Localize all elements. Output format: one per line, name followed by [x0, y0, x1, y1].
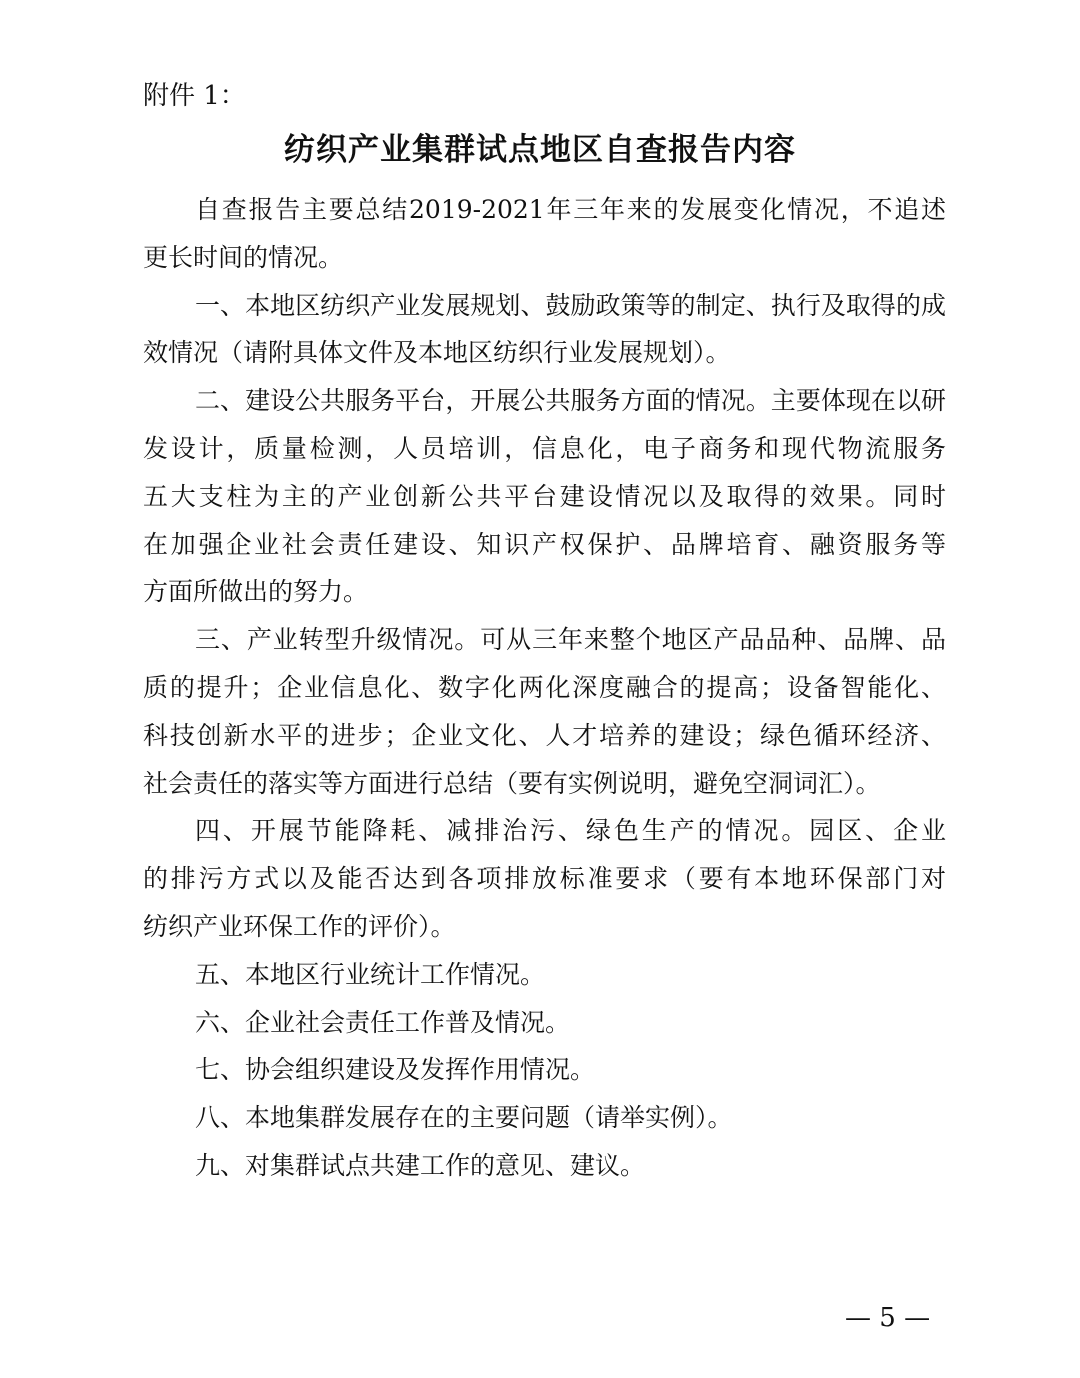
paragraph-line: 五、本地区行业统计工作情况。 — [195, 959, 546, 989]
paragraph — [143, 1094, 946, 1142]
paragraph-line: 科技创新水平的进步；企业文化、人才培养的建设；绿色循环经济、 — [143, 720, 946, 750]
paragraph-line: 六、企业社会责任工作普及情况。 — [195, 1007, 571, 1037]
paragraph-line: 三、产业转型升级情况。可从三年来整个地区产品品种、品牌、品 — [195, 625, 946, 655]
paragraph-line: 七、协会组织建设及发挥作用情况。 — [195, 1055, 596, 1085]
paragraph-line: 纺织产业环保工作的评价）。 — [143, 911, 456, 941]
attachment-label: 附件 1： — [143, 81, 246, 111]
paragraph-line: 二、建设公共服务平台，开展公共服务方面的情况。主要体现在以研 — [195, 386, 946, 416]
paragraph — [143, 1142, 946, 1190]
paragraph-line: 八、本地集群发展存在的主要问题（请举实例）。 — [195, 1103, 733, 1133]
document-title: 纺织产业集群试点地区自查报告内容 — [284, 132, 796, 168]
paragraph-line: 的排污方式以及能否达到各项排放标准要求（要有本地环保部门对 — [143, 864, 946, 894]
paragraph-line: 一、本地区纺织产业发展规划、鼓励政策等的制定、执行及取得的成 — [195, 290, 946, 320]
paragraph-line: 效情况（请附具体文件及本地区纺织行业发展规划）。 — [143, 338, 731, 368]
paragraph — [143, 377, 946, 616]
paragraph — [143, 951, 946, 999]
paragraph-line: 四、开展节能降耗、减排治污、绿色生产的情况。园区、企业 — [195, 816, 946, 846]
paragraph-line: 发设计，质量检测，人员培训，信息化，电子商务和现代物流服务 — [143, 433, 946, 463]
paragraph — [143, 616, 946, 807]
page-number: — 5 — — [845, 1303, 931, 1333]
document-body — [143, 186, 946, 1190]
paragraph-line: 自查报告主要总结2019-2021年三年来的发展变化情况，不追述 — [195, 195, 946, 224]
paragraph — [143, 186, 946, 282]
paragraph-line: 五大支柱为主的产业创新公共平台建设情况以及取得的效果。同时 — [143, 481, 946, 511]
paragraph-line: 方面所做出的努力。 — [143, 577, 369, 607]
paragraph-line: 九、对集群试点共建工作的意见、建议。 — [195, 1150, 646, 1180]
paragraph-line: 质的提升；企业信息化、数字化两化深度融合的提高；设备智能化、 — [143, 672, 946, 702]
paragraph-line: 社会责任的落实等方面进行总结（要有实例说明，避免空洞词汇）。 — [143, 768, 881, 798]
paragraph — [143, 999, 946, 1047]
paragraph-line: 在加强企业社会责任建设、知识产权保护、品牌培育、融资服务等 — [143, 529, 946, 559]
paragraph — [143, 807, 946, 950]
paragraph — [143, 282, 946, 378]
paragraph — [143, 1046, 946, 1094]
paragraph-line: 更长时间的情况。 — [143, 242, 344, 272]
